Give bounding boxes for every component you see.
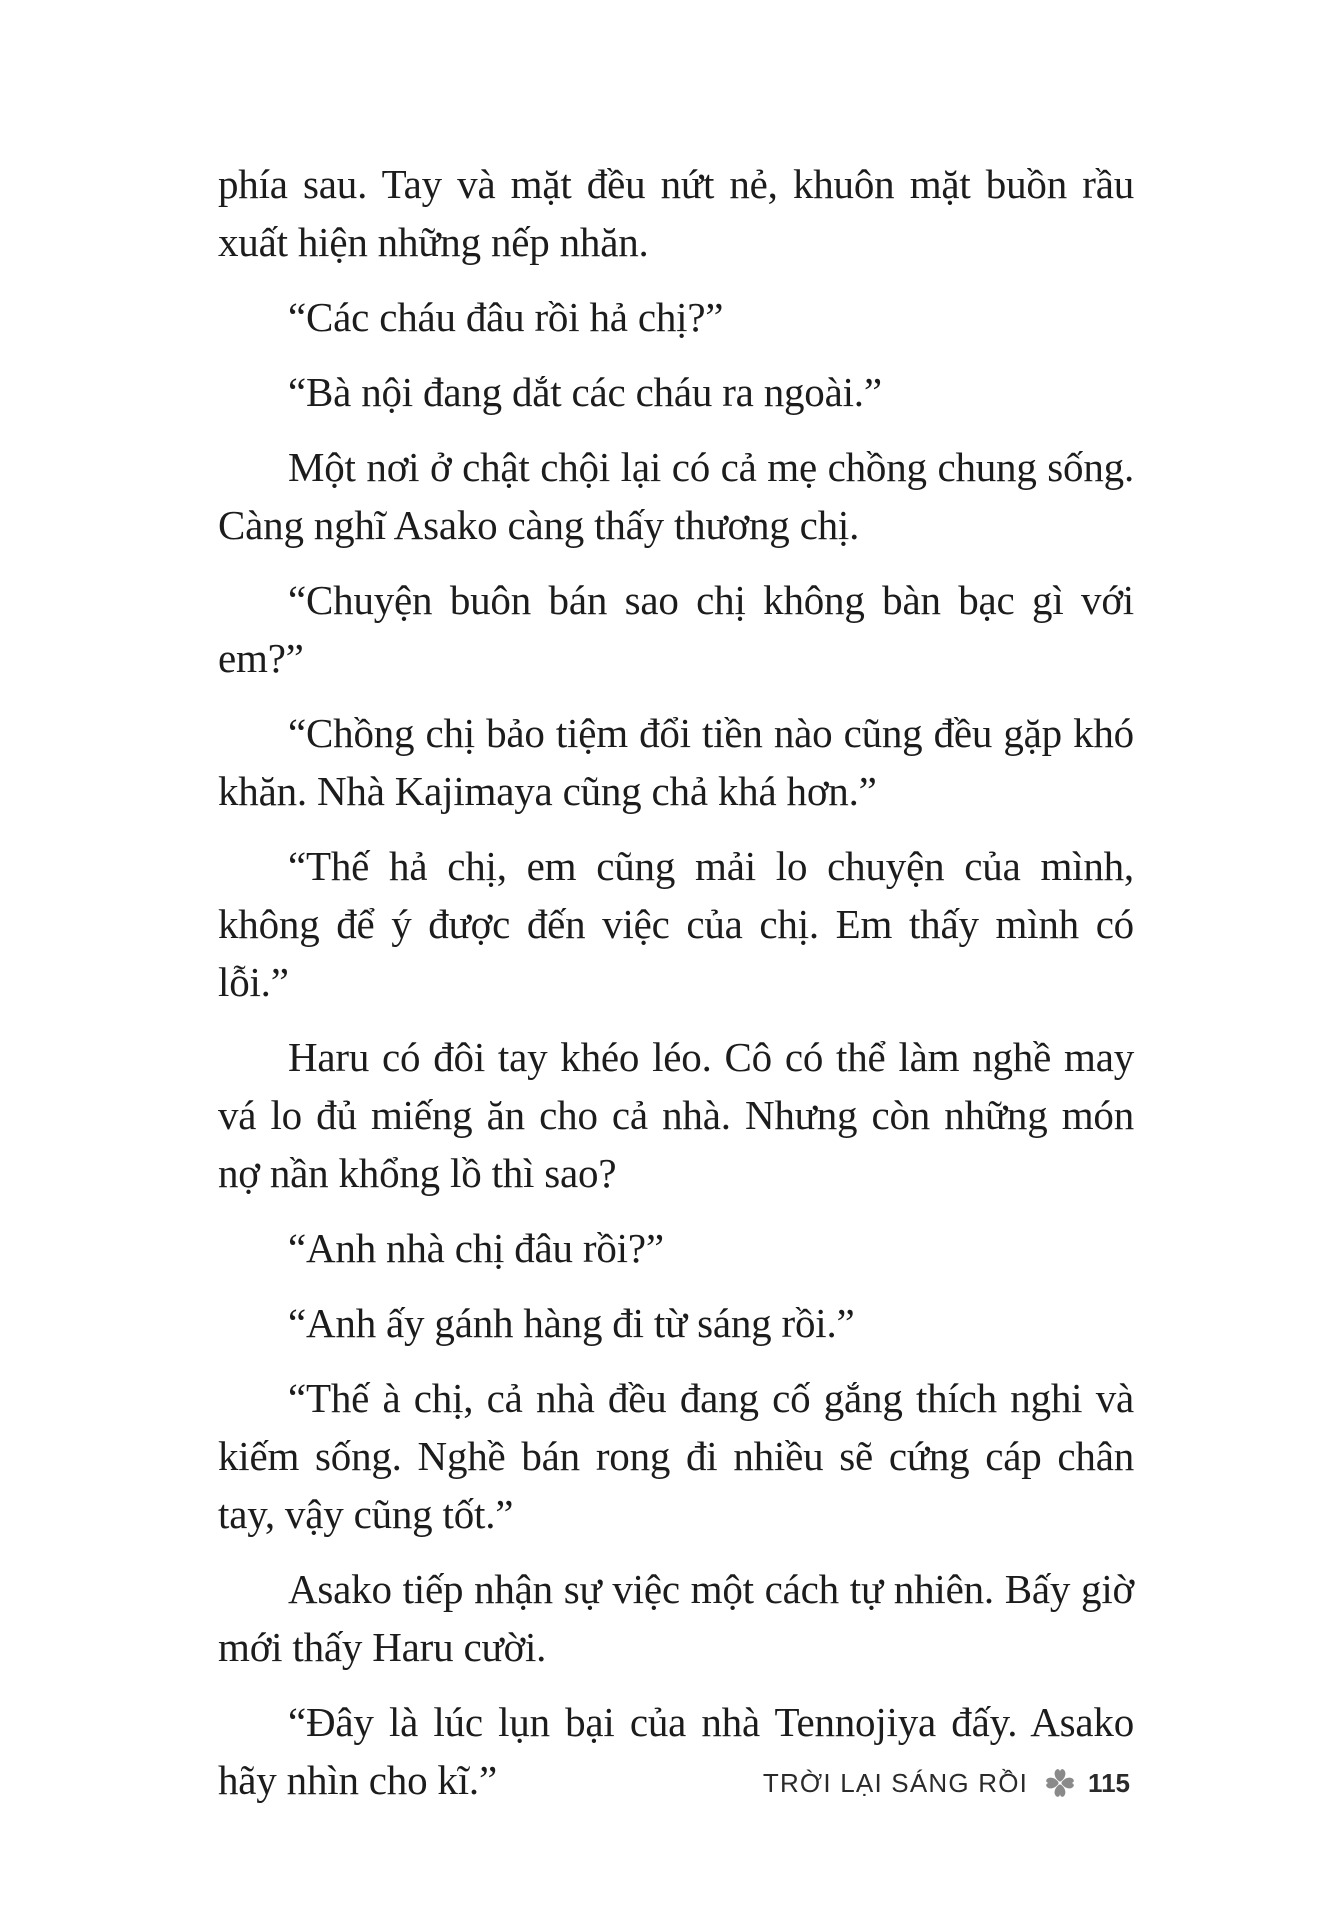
page-footer xyxy=(763,1763,1130,1803)
paragraph: “Anh ấy gánh hàng đi từ sáng rồi.” xyxy=(288,1300,855,1346)
paragraph: “Thế à chị, cả nhà đều đang cố gắng thích nghi và kiếm sống. Nghề bán rong đi nhiều sẽ cứng cáp chân tay, vậy cũng tốt.” xyxy=(218,1375,1134,1537)
paragraph: “Thế hả chị, em cũng mải lo chuyện của mình, không để ý được đến việc của chị. Em thấy mình có lỗi.” xyxy=(218,843,1134,1005)
paragraph: Một nơi ở chật chội lại có cả mẹ chồng chung sống. Càng nghĩ Asako càng thấy thương chị. xyxy=(218,444,1134,548)
paragraph: phía sau. Tay và mặt đều nứt nẻ, khuôn mặt buồn rầu xuất hiện những nếp nhăn. xyxy=(218,161,1134,265)
paragraph: “Chuyện buôn bán sao chị không bàn bạc gì với em?” xyxy=(218,577,1134,681)
page-number: 115 xyxy=(1088,1767,1130,1798)
running-title: TRỜI LẠI SÁNG RỒI xyxy=(762,1767,1029,1798)
paragraph: “Anh nhà chị đâu rồi?” xyxy=(288,1225,664,1271)
paragraph: Asako tiếp nhận sự việc một cách tự nhiên. Bấy giờ mới thấy Haru cười. xyxy=(218,1566,1134,1670)
body-text xyxy=(218,155,1134,1826)
paragraph: “Bà nội đang dắt các cháu ra ngoài.” xyxy=(288,369,882,415)
paragraph: “Chồng chị bảo tiệm đổi tiền nào cũng đều gặp khó khăn. Nhà Kajimaya cũng chả khá hơn.” xyxy=(218,710,1134,814)
paragraph: Haru có đôi tay khéo léo. Cô có thể làm nghề may vá lo đủ miếng ăn cho cả nhà. Nhưng còn những món nợ nần khổng lồ thì sao? xyxy=(218,1034,1134,1196)
paragraph: “Đây là lúc lụn bại của nhà Tennojiya đấy. Asako hãy nhìn cho kĩ.” xyxy=(218,1699,1134,1803)
clover-icon xyxy=(1042,1765,1078,1801)
paragraph: “Các cháu đâu rồi hả chị?” xyxy=(288,294,724,340)
